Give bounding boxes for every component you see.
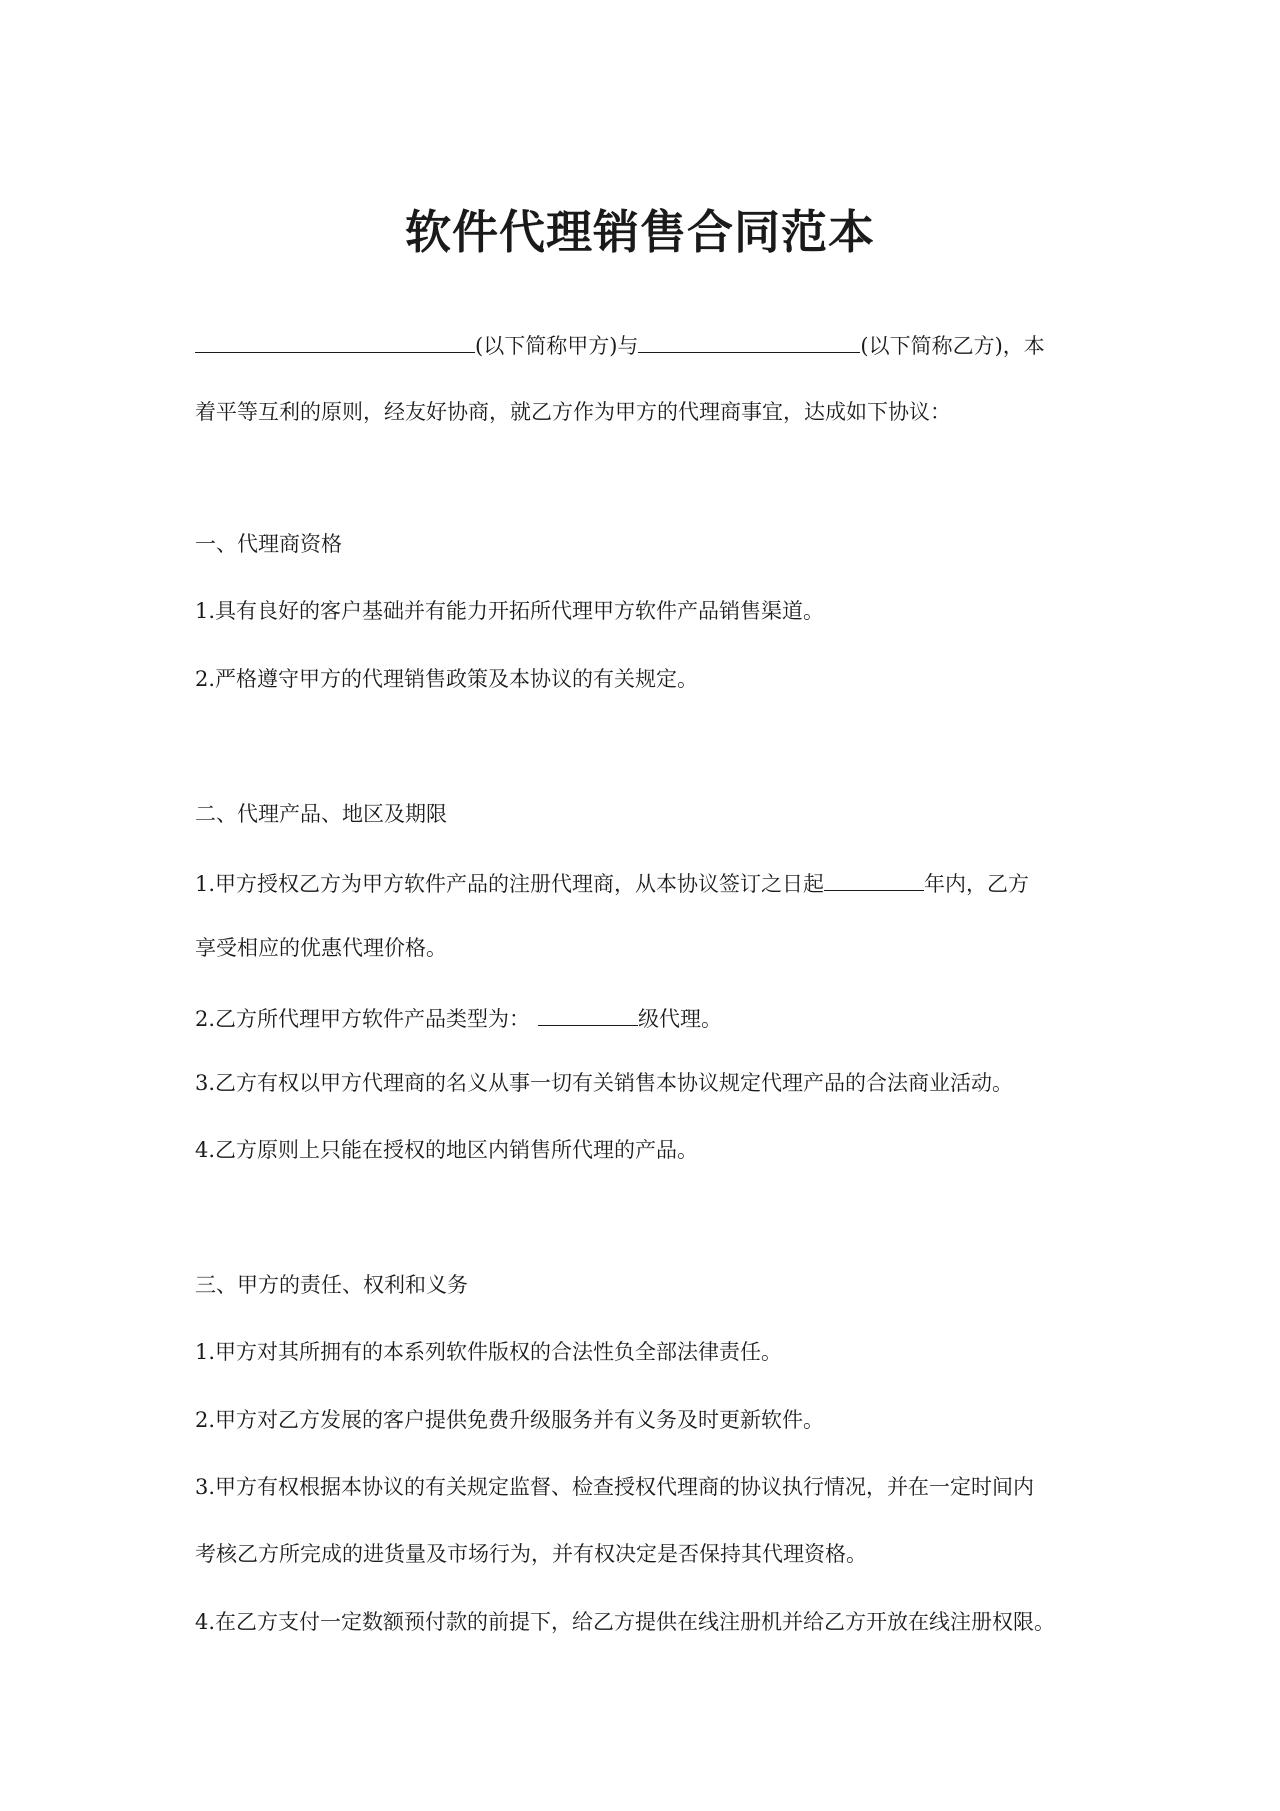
party-b-suffix: (以下简称乙方)，本 [860, 334, 1045, 358]
section-3-item-4: 4.在乙方支付一定数额预付款的前提下，给乙方提供在线注册机并给乙方开放在线注册权限。 [195, 1610, 1056, 1634]
section-2-item-2 [195, 1001, 722, 1034]
document-title: 软件代理销售合同范本 [405, 205, 875, 259]
section-1-item-2: 2.严格遵守甲方的代理销售政策及本协议的有关规定。 [195, 667, 699, 691]
party-a-suffix: (以下简称甲方)与 [475, 334, 639, 358]
agent-level-blank [538, 1001, 638, 1026]
intro-line-1 [195, 328, 1045, 361]
section-3-heading: 三、甲方的责任、权利和义务 [195, 1273, 468, 1297]
section-2-item-1-line-2: 享受相应的优惠代理价格。 [195, 936, 447, 960]
intro-line-2: 着平等互利的原则，经友好协商，就乙方作为甲方的代理商事宜，达成如下协议： [195, 400, 951, 424]
section-3-item-3-line-1: 3.甲方有权根据本协议的有关规定监督、检查授权代理商的协议执行情况，并在一定时间内 [195, 1475, 1035, 1499]
section-2-item-2-after: 级代理。 [638, 1007, 723, 1031]
section-1-heading: 一、代理商资格 [195, 532, 342, 556]
section-3-item-3-line-2: 考核乙方所完成的进货量及市场行为，并有权决定是否保持其代理资格。 [195, 1542, 867, 1566]
section-1-item-1: 1.具有良好的客户基础并有能力开拓所代理甲方软件产品销售渠道。 [195, 599, 825, 623]
party-a-blank [195, 328, 475, 353]
section-2-item-2-before: 2.乙方所代理甲方软件产品类型为： [195, 1007, 531, 1031]
section-3-item-1: 1.甲方对其所拥有的本系列软件版权的合法性负全部法律责任。 [195, 1340, 783, 1364]
section-2-item-3: 3.乙方有权以甲方代理商的名义从事一切有关销售本协议规定代理产品的合法商业活动。 [195, 1071, 1014, 1095]
section-2-item-1-after: 年内，乙方 [924, 872, 1030, 896]
years-blank [824, 866, 924, 891]
section-2-item-1-before: 1.甲方授权乙方为甲方软件产品的注册代理商，从本协议签订之日起 [195, 872, 825, 896]
section-2-heading: 二、代理产品、地区及期限 [195, 802, 447, 826]
section-2-item-4: 4.乙方原则上只能在授权的地区内销售所代理的产品。 [195, 1138, 699, 1162]
party-b-blank [638, 328, 860, 353]
section-3-item-2: 2.甲方对乙方发展的客户提供免费升级服务并有义务及时更新软件。 [195, 1408, 825, 1432]
section-2-item-1 [195, 866, 1029, 899]
